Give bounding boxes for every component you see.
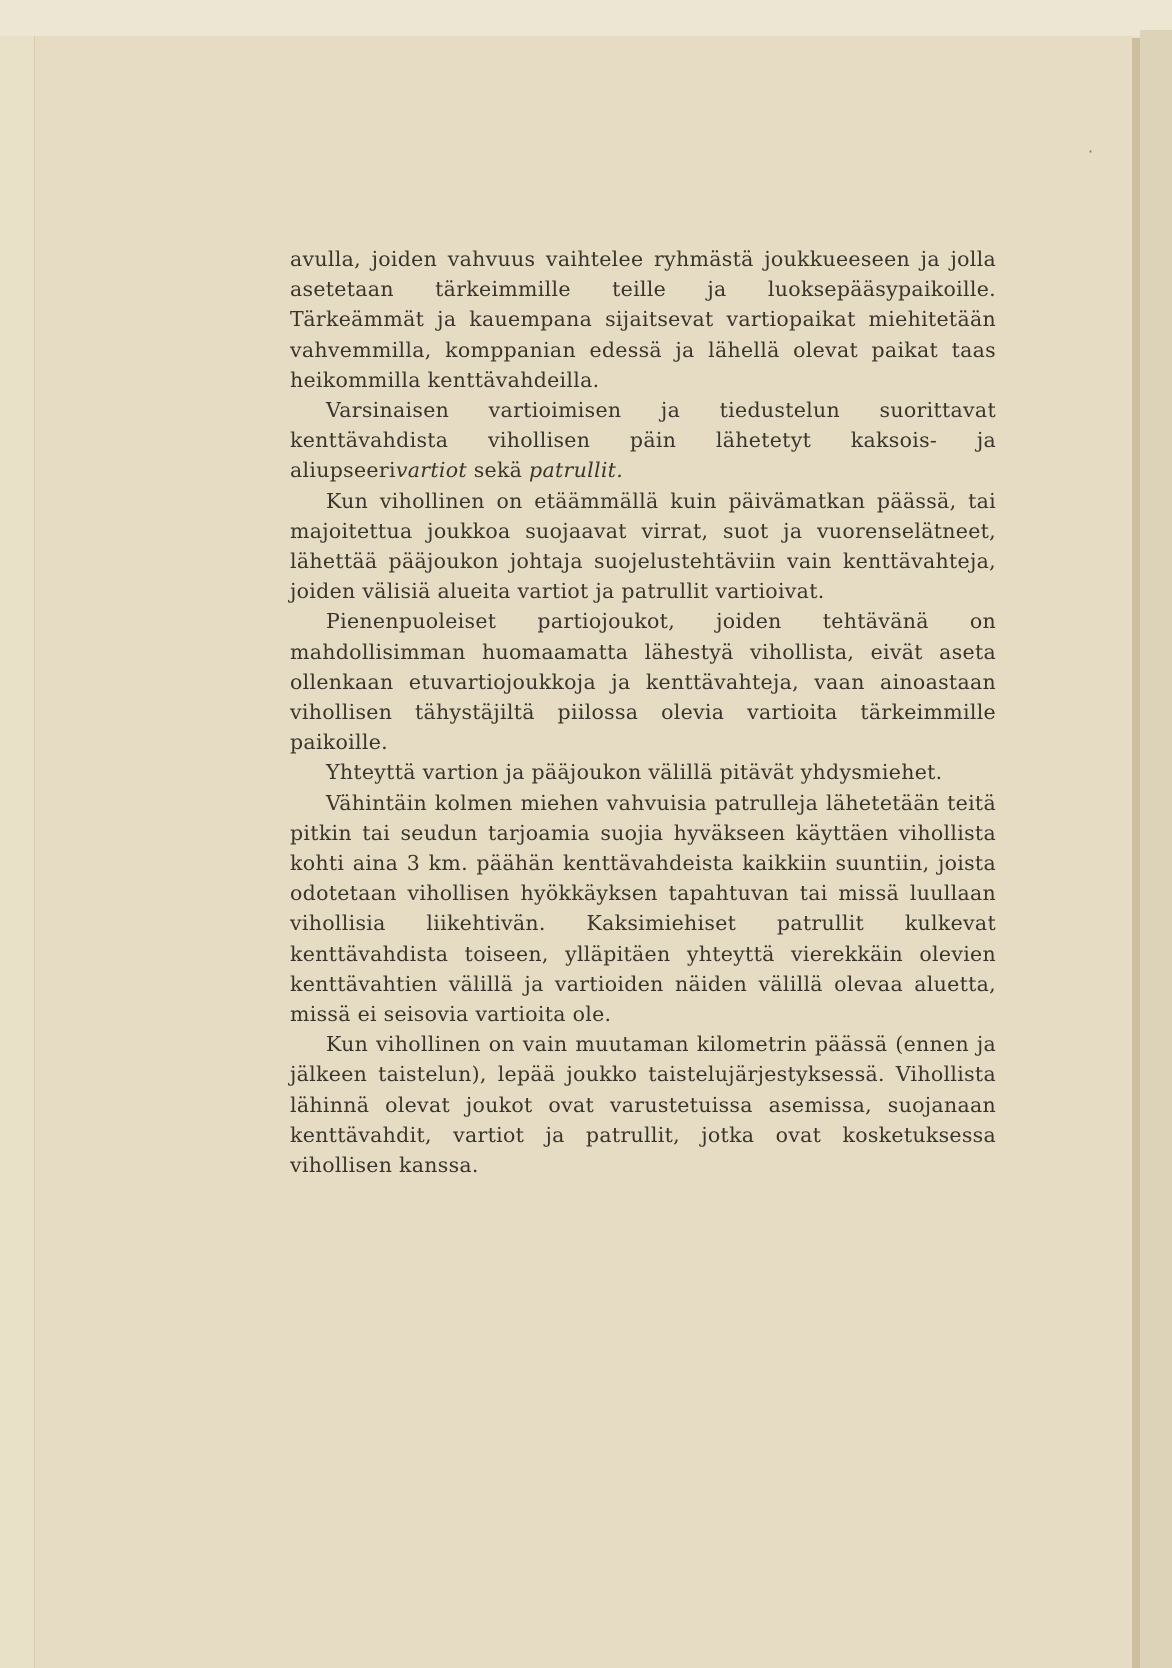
- next-page-edge: [1140, 30, 1172, 1668]
- speck-mark: ·: [1088, 142, 1094, 161]
- paragraph-2-italic-patrullit: patrullit.: [529, 458, 624, 483]
- paragraph-6: Vähintäin kolmen miehen vahvuisia patrulleja lähetetään teitä pitkin tai seudun tarjoamia suojia hyväkseen käyttäen vihollista kohti aina 3 km. päähän kenttävahdeista kaikkiin suuntiin, joista odotetaan vihollisen hyökkäyksen tapahtuvan tai missä luullaan vihollisia liikehtivän. Kaksimiehiset patrullit kulkevat kenttävahdista toiseen, ylläpitäen yhteyttä vierekkäin olevien kenttävahtien välillä ja vartioiden näiden välillä olevaa aluetta, missä ei seisovia vartioita ole.: [290, 790, 996, 1027]
- paragraph-4: Pienenpuoleiset partiojoukot, joiden tehtävänä on mahdollisimman huomaamatta lähestyä vihollista, eivät aseta ollenkaan etuvartiojoukkoja ja kenttävahteja, vaan ainoastaan vihollisen tähystäjiltä piilossa olevia vartioita tärkeimmille paikoille.: [290, 609, 996, 755]
- paragraph-1: avulla, joiden vahvuus vaihtelee ryhmästä joukkueeseen ja jolla asetetaan tärkeimmille teille ja luoksepääsypaikoille. Tärkeämmät ja kauempana sijaitsevat vartiopaikat miehitetään vahvemmilla, komppanian edessä ja lähellä olevat paikat taas heikommilla kenttävahdeilla.: [290, 247, 996, 392]
- paragraph-7: Kun vihollinen on vain muutaman kilometrin päässä (ennen ja jälkeen taistelun), lepää joukko taistelujärjestyksessä. Vihollista lähinnä olevat joukot ovat varustetuissa asemissa, suojanaan kenttävahdit, vartiot ja patrullit, jotka ovat kosketuksessa vihollisen kanssa.: [290, 1032, 996, 1178]
- paragraph-2-text: Varsinaisen vartioimisen ja tiedustelun suorittavat kenttävahdista vihollisen päin lähetetyt kaksois- ja aliupseeri: [290, 398, 996, 483]
- paragraph-3: Kun vihollinen on etäämmällä kuin päivämatkan päässä, tai majoitettua joukkoa suojaavat virrat, suot ja vuorenselätneet, lähettää pääjoukon johtaja suojelustehtäviin vain kenttävahteja, joiden välisiä alueita vartiot ja patrullit vartioivat.: [290, 488, 996, 604]
- paragraph-2-italic-vartiot: vartiot: [395, 458, 467, 483]
- body-text: [290, 244, 996, 1180]
- paragraph-5: Yhteyttä vartion ja pääjoukon välillä pitävät yhdysmiehet.: [326, 760, 943, 785]
- scan-top-margin: [0, 0, 1172, 36]
- paragraph-2: [290, 395, 996, 486]
- page-fold-shadow: [1132, 38, 1140, 1668]
- paragraph-2-middle: sekä: [466, 458, 530, 483]
